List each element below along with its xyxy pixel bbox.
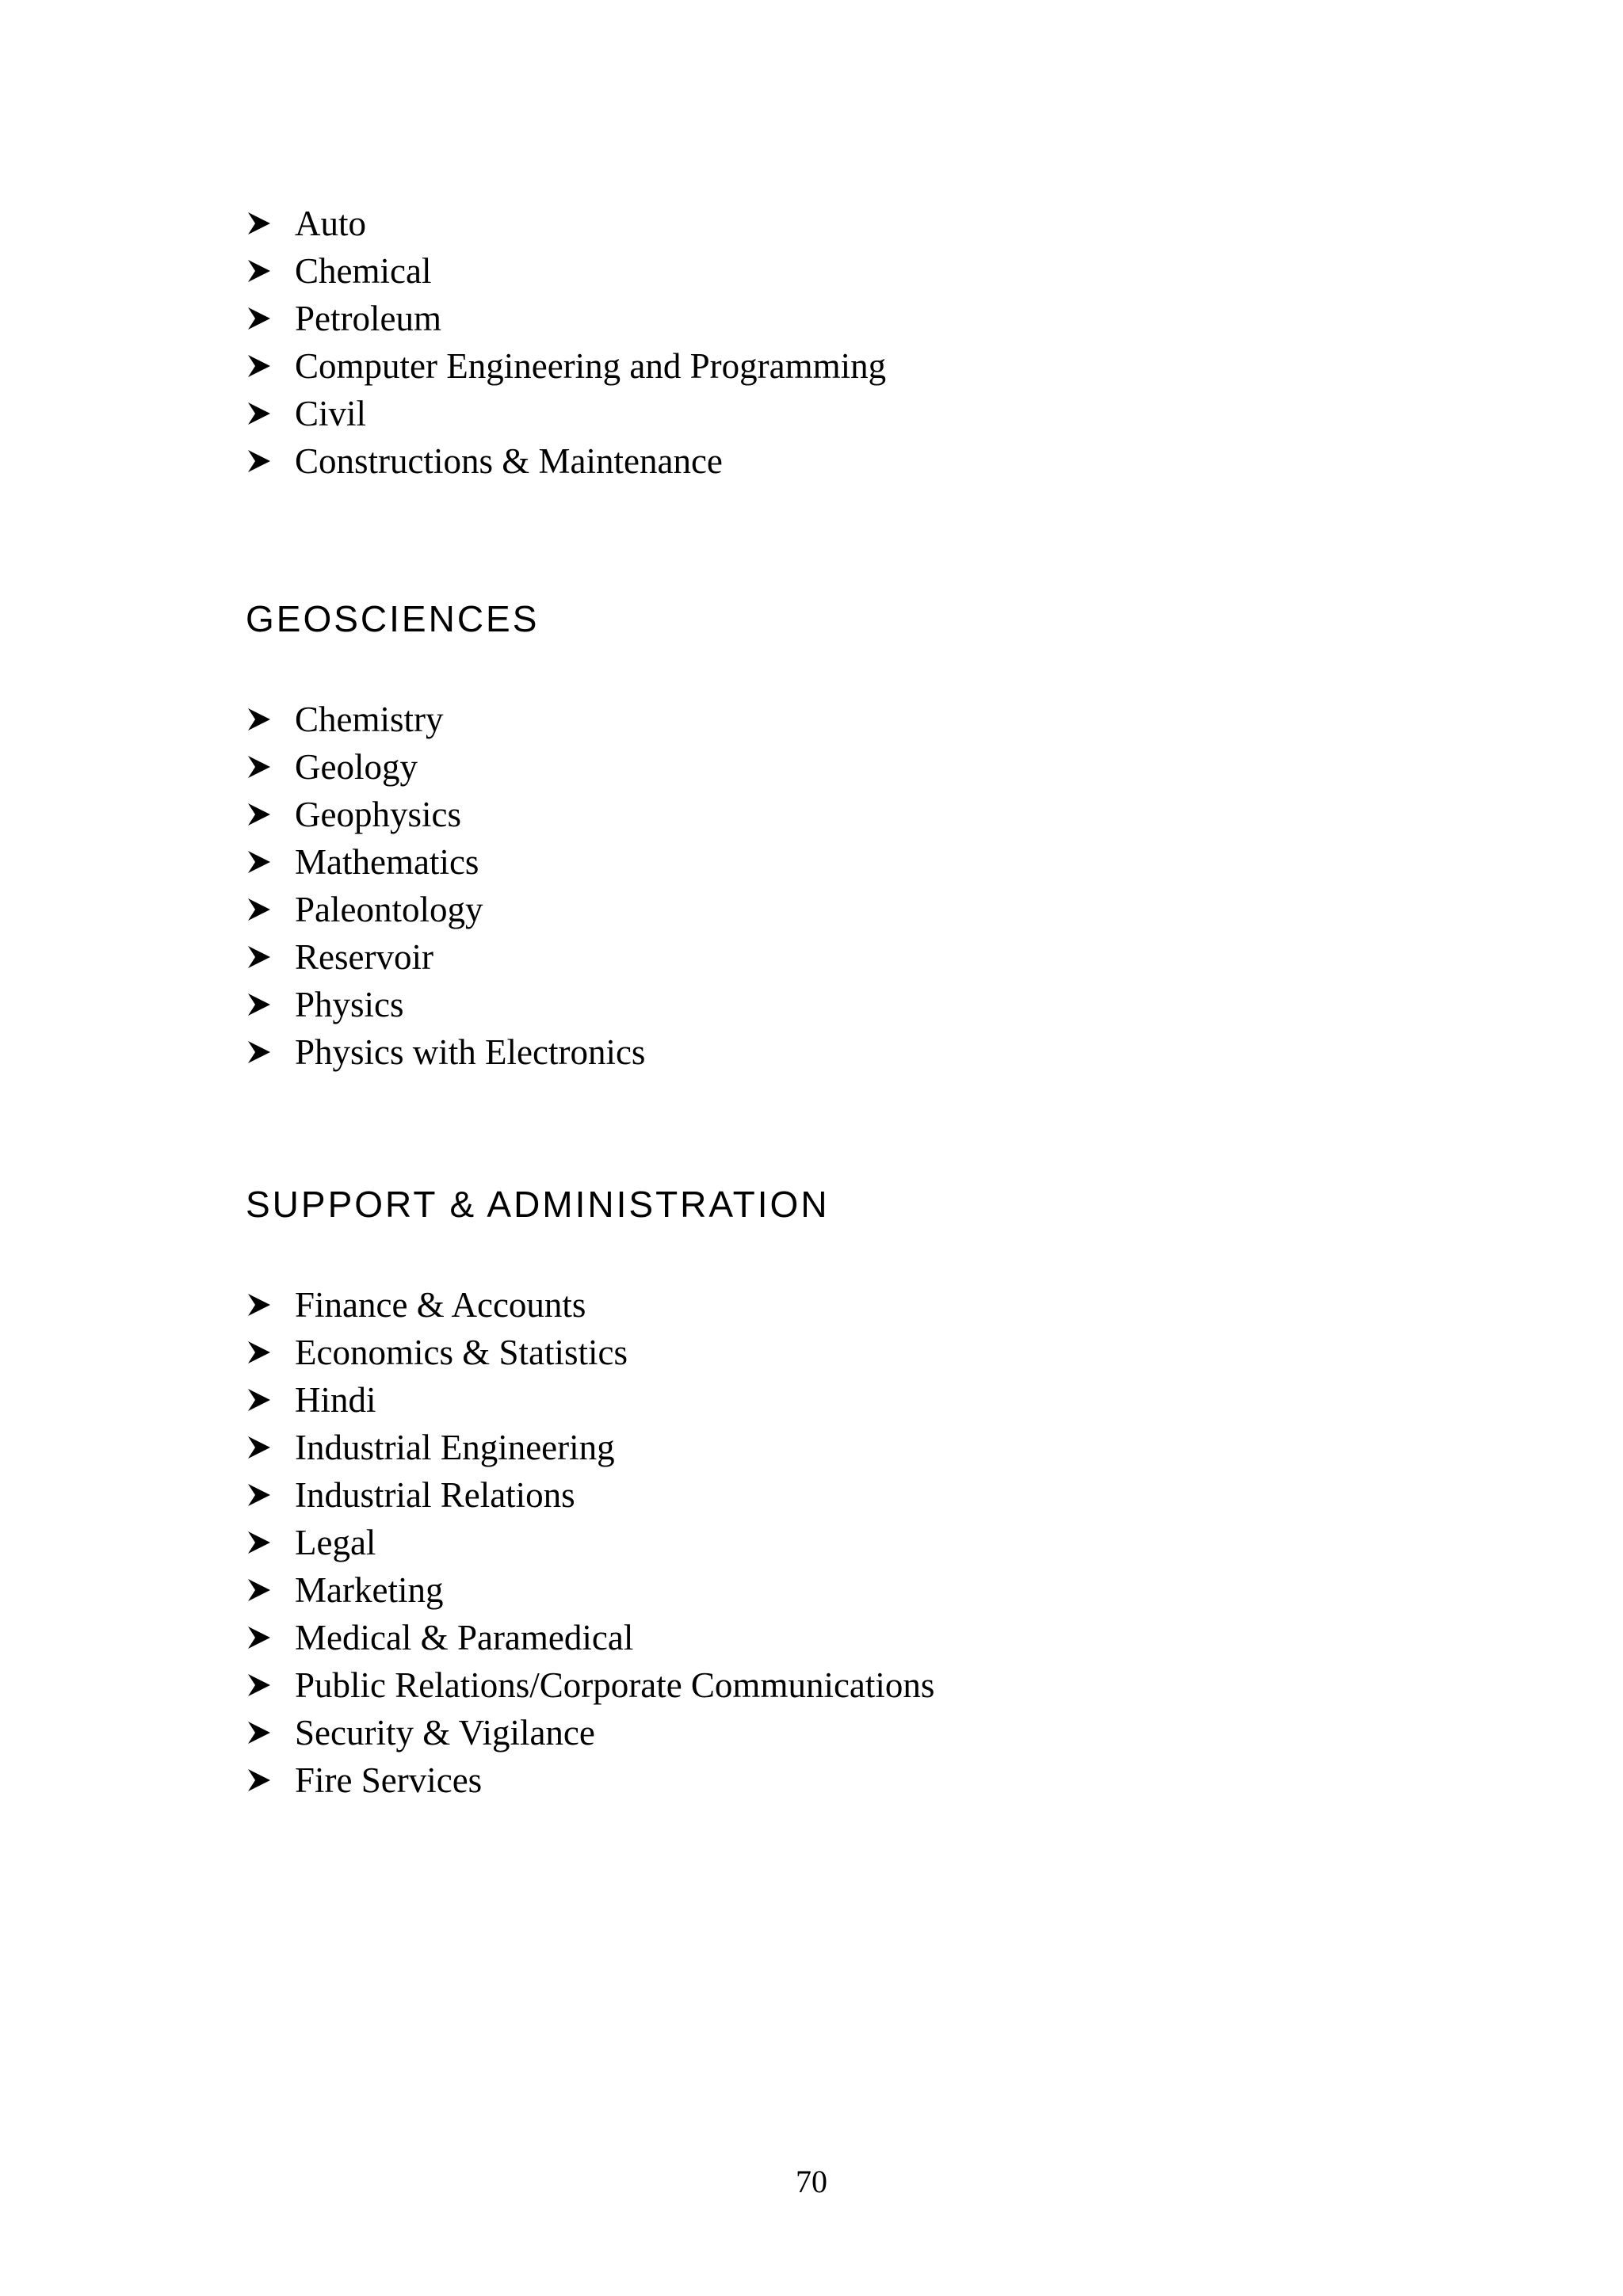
list-item-label: Fire Services: [295, 1760, 483, 1800]
arrowhead-bullet-icon: [246, 933, 295, 981]
list-item: [246, 838, 645, 886]
engineering-list: [246, 200, 886, 485]
list-item: [246, 1661, 934, 1709]
list-item-label: Constructions & Maintenance: [295, 441, 723, 481]
support-administration-heading: SUPPORT & ADMINISTRATION: [246, 1184, 830, 1225]
list-item: [246, 981, 645, 1028]
list-item-label: Hindi: [295, 1380, 376, 1420]
list-item-label: Auto: [295, 204, 366, 243]
list-item: [246, 696, 645, 743]
arrowhead-bullet-icon: [246, 200, 295, 247]
arrowhead-bullet-icon: [246, 1614, 295, 1661]
arrowhead-bullet-icon: [246, 390, 295, 437]
arrowhead-bullet-icon: [246, 1471, 295, 1519]
list-item: [246, 390, 886, 437]
arrowhead-bullet-icon: [246, 981, 295, 1028]
arrowhead-bullet-icon: [246, 437, 295, 485]
list-item: [246, 1028, 645, 1076]
list-item-label: Physics: [295, 985, 404, 1024]
list-item-label: Geology: [295, 747, 418, 787]
list-item-label: Chemical: [295, 251, 432, 291]
list-item-label: Economics & Statistics: [295, 1333, 628, 1372]
list-item-label: Civil: [295, 394, 367, 433]
arrowhead-bullet-icon: [246, 1028, 295, 1076]
list-item-label: Petroleum: [295, 299, 441, 338]
arrowhead-bullet-icon: [246, 1376, 295, 1424]
list-item-label: Marketing: [295, 1570, 444, 1610]
list-item: [246, 1566, 934, 1614]
list-item: [246, 437, 886, 485]
list-item-label: Physics with Electronics: [295, 1032, 646, 1072]
list-item: [246, 886, 645, 933]
list-item: [246, 933, 645, 981]
list-item: [246, 247, 886, 295]
geosciences-heading: GEOSCIENCES: [246, 598, 540, 639]
list-item: [246, 342, 886, 390]
list-item: [246, 1424, 934, 1471]
list-item-label: Mathematics: [295, 842, 479, 882]
list-item-label: Industrial Engineering: [295, 1428, 615, 1467]
arrowhead-bullet-icon: [246, 1756, 295, 1804]
arrowhead-bullet-icon: [246, 1329, 295, 1376]
arrowhead-bullet-icon: [246, 295, 295, 342]
support-administration-list: [246, 1281, 934, 1804]
list-item-label: Medical & Paramedical: [295, 1618, 634, 1657]
list-item: [246, 791, 645, 838]
list-item-label: Finance & Accounts: [295, 1285, 586, 1325]
list-item: [246, 295, 886, 342]
arrowhead-bullet-icon: [246, 886, 295, 933]
page-number: 70: [796, 2164, 827, 2199]
geosciences-list: [246, 696, 645, 1076]
arrowhead-bullet-icon: [246, 1519, 295, 1566]
arrowhead-bullet-icon: [246, 1709, 295, 1756]
list-item-label: Geophysics: [295, 795, 461, 834]
list-item-label: Security & Vigilance: [295, 1713, 595, 1753]
arrowhead-bullet-icon: [246, 342, 295, 390]
list-item: [246, 1519, 934, 1566]
list-item: [246, 1614, 934, 1661]
list-item: [246, 1376, 934, 1424]
arrowhead-bullet-icon: [246, 791, 295, 838]
list-item-label: Legal: [295, 1523, 376, 1562]
arrowhead-bullet-icon: [246, 1281, 295, 1329]
list-item: [246, 1709, 934, 1756]
list-item-label: Industrial Relations: [295, 1475, 575, 1515]
list-item: [246, 1471, 934, 1519]
list-item: [246, 1329, 934, 1376]
list-item-label: Public Relations/Corporate Communications: [295, 1665, 935, 1705]
arrowhead-bullet-icon: [246, 743, 295, 791]
list-item: [246, 1281, 934, 1329]
list-item-label: Reservoir: [295, 937, 433, 977]
list-item-label: Chemistry: [295, 700, 444, 739]
arrowhead-bullet-icon: [246, 838, 295, 886]
list-item: [246, 1756, 934, 1804]
arrowhead-bullet-icon: [246, 1424, 295, 1471]
list-item: [246, 743, 645, 791]
arrowhead-bullet-icon: [246, 696, 295, 743]
list-item: [246, 200, 886, 247]
list-item-label: Paleontology: [295, 890, 483, 929]
arrowhead-bullet-icon: [246, 1661, 295, 1709]
arrowhead-bullet-icon: [246, 247, 295, 295]
list-item-label: Computer Engineering and Programming: [295, 346, 887, 386]
arrowhead-bullet-icon: [246, 1566, 295, 1614]
